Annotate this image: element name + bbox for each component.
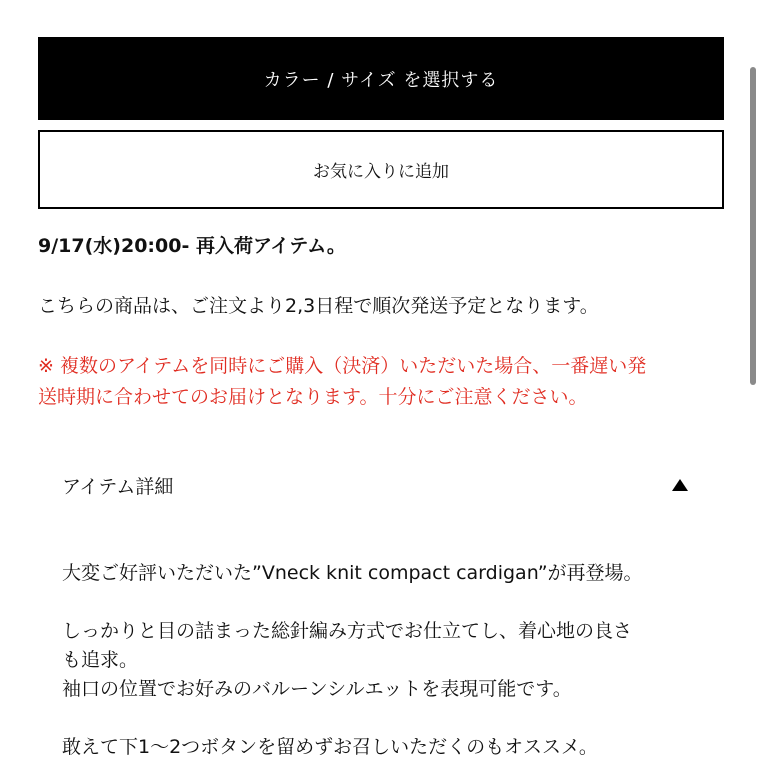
select-color-size-button[interactable]: カラー / サイズ を選択する <box>38 37 724 120</box>
item-details-body <box>62 559 712 762</box>
details-paragraph: しっかりと目の詰まった総針編み方式でお仕立てし、着心地の良さ <box>62 620 633 642</box>
warning-line-2: 送時期に合わせてのお届けとなります。十分にご注意ください。 <box>38 386 588 408</box>
triangle-up-icon[interactable] <box>672 479 688 491</box>
warning-notice <box>38 351 728 413</box>
item-details-title: アイテム詳細 <box>62 475 174 498</box>
details-paragraph: 敢えて下1〜2つボタンを留めずお召しいただくのもオススメ。 <box>62 736 598 758</box>
scrollbar[interactable] <box>750 67 756 385</box>
warning-line-1: ※ 複数のアイテムを同時にご購入（決済）いただいた場合、一番遅い発 <box>38 355 647 377</box>
details-paragraph: 大変ご好評いただいた”Vneck knit compact cardigan”が再登場。 <box>62 562 643 584</box>
details-paragraph: 袖口の位置でお好みのバルーンシルエットを表現可能です。 <box>62 678 572 700</box>
add-to-favorites-button[interactable]: お気に入りに追加 <box>38 130 724 209</box>
shipping-notice: こちらの商品は、ご注文より2,3日程で順次発送予定となります。 <box>38 295 599 317</box>
details-paragraph: も追求。 <box>62 649 139 671</box>
item-details-toggle[interactable] <box>38 460 724 510</box>
restock-notice: 9/17(水)20:00- 再入荷アイテム。 <box>38 235 346 257</box>
